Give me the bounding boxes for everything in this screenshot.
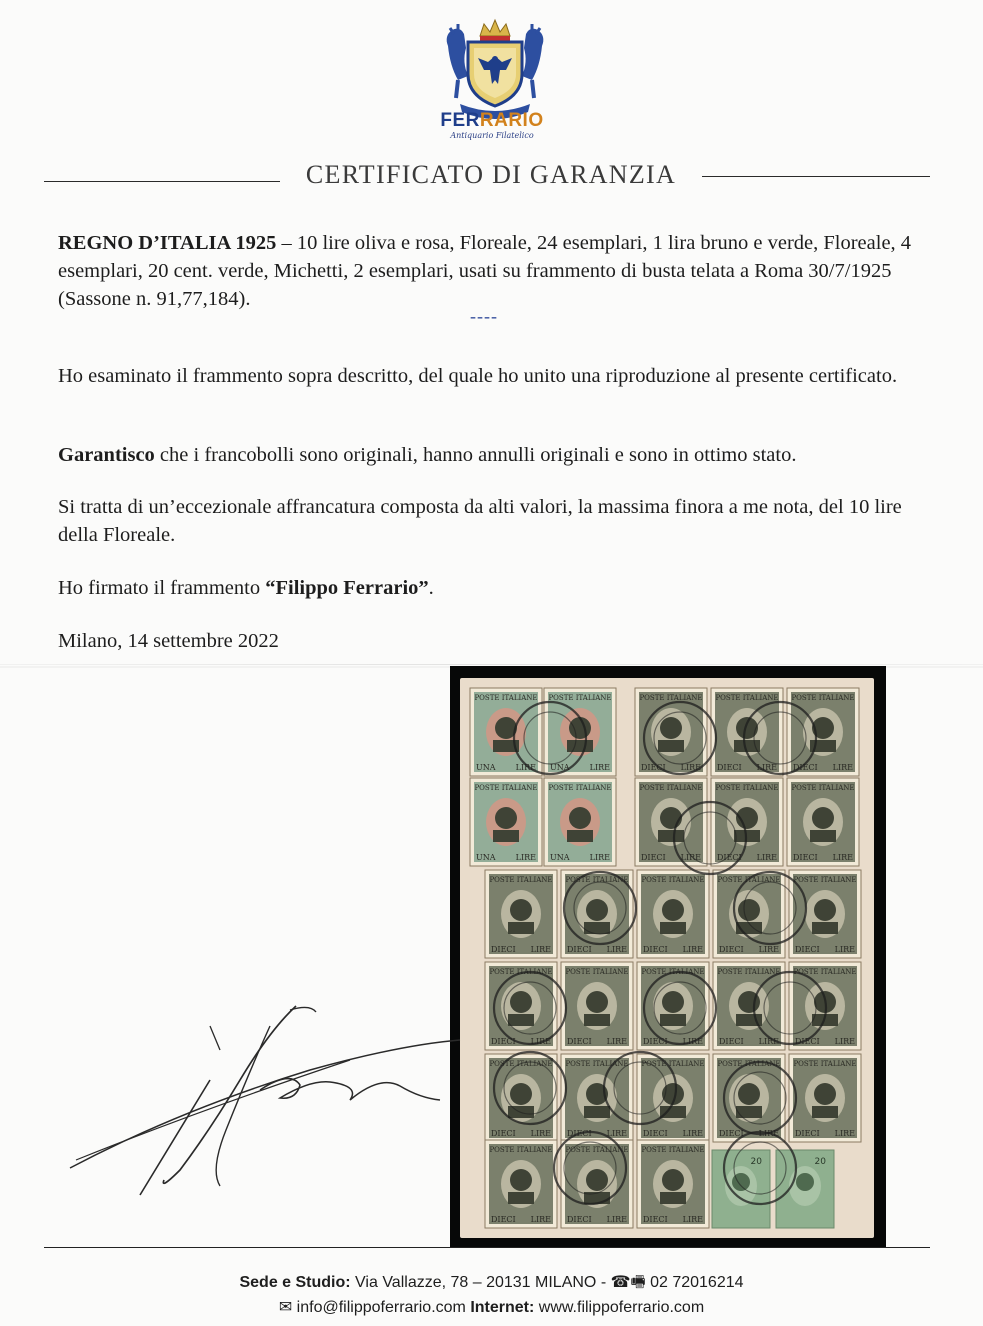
stamp-header-text: POSTE ITALIANE <box>717 1060 781 1068</box>
stamp-header-text: POSTE ITALIANE <box>474 694 538 702</box>
stamp-value-text: DIECI <box>491 1215 516 1224</box>
stamp-header-text: POSTE ITALIANE <box>641 1060 705 1068</box>
stamp-value-text: DIECI <box>643 1215 668 1224</box>
stamp-value-text: LIRE <box>589 763 610 772</box>
footer-website[interactable]: www.filippoferrario.com <box>534 1299 705 1316</box>
stamp-header-text: POSTE ITALIANE <box>565 1146 629 1154</box>
brand-name: FERRARIO <box>440 110 544 131</box>
stamp-header-text: POSTE ITALIANE <box>717 876 781 884</box>
stamp-header-text: POSTE ITALIANE <box>489 1146 553 1154</box>
stamp-value-text: DIECI <box>567 1037 592 1046</box>
stamp-header-text: POSTE ITALIANE <box>715 784 779 792</box>
stamp-value-text: DIECI <box>793 853 818 862</box>
footer-email[interactable]: info@filippoferrario.com <box>292 1299 471 1316</box>
stamp-value-text: LIRE <box>530 1037 551 1046</box>
stamp-value-text: DIECI <box>793 763 818 772</box>
stamp-value-text: DIECI <box>641 853 666 862</box>
stamp-value-text: LIRE <box>606 1215 627 1224</box>
paragraph-guarantee: Garantisco che i francobolli sono originali, hanno annulli originali e sono in ottimo stato. <box>58 444 797 466</box>
stamp-header-text: POSTE ITALIANE <box>641 968 705 976</box>
stamp-header-text: POSTE ITALIANE <box>793 968 857 976</box>
paragraph-examined: Ho esaminato il frammento sopra descritto, del quale ho unito una riproduzione al presente certificato. <box>58 365 898 387</box>
stamp-value-text: LIRE <box>589 853 610 862</box>
stamp-header-text: POSTE ITALIANE <box>489 968 553 976</box>
mail-icon: ✉ <box>278 1299 293 1316</box>
stamp-header-text: POSTE ITALIANE <box>474 784 538 792</box>
stamp-value-text: DIECI <box>719 1129 744 1138</box>
stamp-value-text: LIRE <box>530 1129 551 1138</box>
separator-dashes: ---- <box>470 306 498 326</box>
stamp-value-text: LIRE <box>606 1129 627 1138</box>
stamp-value-text: UNA <box>476 853 496 862</box>
stamp-header-text: POSTE ITALIANE <box>791 784 855 792</box>
stamp-value-text: DIECI <box>491 1037 516 1046</box>
stamp-value-text: LIRE <box>606 1037 627 1046</box>
stamp-header-text: POSTE ITALIANE <box>565 968 629 976</box>
stamp-value-text: DIECI <box>641 763 666 772</box>
stamp-value-text: LIRE <box>682 945 703 954</box>
stamp-block-image <box>460 678 874 1238</box>
title-rule-right <box>702 176 930 177</box>
footer-contact-line: ✉ info@filippoferrario.com Internet: www.filippoferrario.com <box>278 1299 705 1316</box>
stamp-value-text: DIECI <box>717 763 742 772</box>
stamp-value-text: LIRE <box>530 1215 551 1224</box>
stamp-header-text: POSTE ITALIANE <box>489 1060 553 1068</box>
stamp-header-text: POSTE ITALIANE <box>565 1060 629 1068</box>
stamp-value-text: UNA <box>476 763 496 772</box>
lot-heading: REGNO D’ITALIA 1925 <box>58 232 277 254</box>
stamp-value-text: LIRE <box>682 1129 703 1138</box>
stamp-value-text: LIRE <box>758 1129 779 1138</box>
stamp-header-text: POSTE ITALIANE <box>717 968 781 976</box>
stamp-value-text: LIRE <box>834 1037 855 1046</box>
brand-tagline: Antiquario Filatelico <box>450 131 534 140</box>
stamp-header-text: POSTE ITALIANE <box>793 876 857 884</box>
stamp-value-text: LIRE <box>758 1037 779 1046</box>
stamp-header-text: POSTE ITALIANE <box>791 694 855 702</box>
stamp-value-text: LIRE <box>530 945 551 954</box>
place-and-date: Milano, 14 settembre 2022 <box>58 630 279 652</box>
paragraph-signed: Ho firmato il frammento “Filippo Ferrario”. <box>58 577 434 599</box>
stamp-value-text: DIECI <box>719 945 744 954</box>
stamp-value-text: LIRE <box>606 945 627 954</box>
stamp-header-text: POSTE ITALIANE <box>548 784 612 792</box>
stamp-value-text: LIRE <box>832 853 853 862</box>
paragraph-exceptional: Si tratta di un’eccezionale affrancatura composta da alti valori, la massima finora a me nota, del 10 lire della Floreale. <box>58 496 902 546</box>
stamp-value-text: LIRE <box>758 945 779 954</box>
michetti-value-text: 20 <box>814 1157 826 1167</box>
stamp-value-text: DIECI <box>567 1215 592 1224</box>
stamp-header-text: POSTE ITALIANE <box>489 876 553 884</box>
stamp-header-text: POSTE ITALIANE <box>715 694 779 702</box>
stamp-header-text: POSTE ITALIANE <box>565 876 629 884</box>
stamp-header-text: POSTE ITALIANE <box>641 876 705 884</box>
stamp-value-text: DIECI <box>795 945 820 954</box>
footer-address-line: Sede e Studio: Via Vallazze, 78 – 20131 MILANO - ☎🖷 02 72016214 <box>239 1274 744 1291</box>
stamp-value-text: LIRE <box>756 763 777 772</box>
stamp-value-text: LIRE <box>682 1215 703 1224</box>
stamp-header-text: POSTE ITALIANE <box>639 784 703 792</box>
stamp-header-text: POSTE ITALIANE <box>548 694 612 702</box>
stamp-value-text: DIECI <box>491 1129 516 1138</box>
stamp-value-text: DIECI <box>643 945 668 954</box>
stamp-value-text: UNA <box>550 763 570 772</box>
michetti-value-text: 20 <box>750 1157 762 1167</box>
stamp-value-text: DIECI <box>719 1037 744 1046</box>
paper-fold-line <box>0 664 983 665</box>
stamp-value-text: DIECI <box>643 1037 668 1046</box>
phone-fax-icon: ☎🖷 <box>610 1274 646 1291</box>
stamp-header-text: POSTE ITALIANE <box>639 694 703 702</box>
stamp-value-text: DIECI <box>491 945 516 954</box>
stamp-value-text: UNA <box>550 853 570 862</box>
stamp-value-text: DIECI <box>643 1129 668 1138</box>
stamp-value-text: LIRE <box>834 1129 855 1138</box>
stamp-value-text: LIRE <box>680 853 701 862</box>
stamp-header-text: POSTE ITALIANE <box>793 1060 857 1068</box>
stamp-value-text: LIRE <box>680 763 701 772</box>
stamp-value-text: DIECI <box>567 945 592 954</box>
handwritten-signature-icon <box>60 990 480 1200</box>
stamp-value-text: LIRE <box>515 763 536 772</box>
stamp-value-text: LIRE <box>834 945 855 954</box>
certificate-title: CERTIFICATO DI GARANZIA <box>305 160 677 189</box>
title-rule-left <box>44 181 280 182</box>
stamp-header-text: POSTE ITALIANE <box>641 1146 705 1154</box>
stamp-value-text: LIRE <box>832 763 853 772</box>
lot-description: REGNO D’ITALIA 1925 – 10 lire oliva e rosa, Floreale, 24 esemplari, 1 lira bruno e verde, Floreale, 4 esemplari, 20 cent. verde, Michetti, 2 esemplari, usati su frammento di busta telata a Roma 30/7/1925 (Sassone n. 91,77,184). <box>58 232 912 310</box>
stamp-value-text: LIRE <box>756 853 777 862</box>
stamp-value-text: LIRE <box>682 1037 703 1046</box>
stamp-value-text: DIECI <box>795 1037 820 1046</box>
stamp-value-text: DIECI <box>795 1129 820 1138</box>
footer-rule <box>44 1247 930 1248</box>
stamp-value-text: LIRE <box>515 853 536 862</box>
stamp-value-text: DIECI <box>567 1129 592 1138</box>
stamp-value-text: DIECI <box>717 853 742 862</box>
